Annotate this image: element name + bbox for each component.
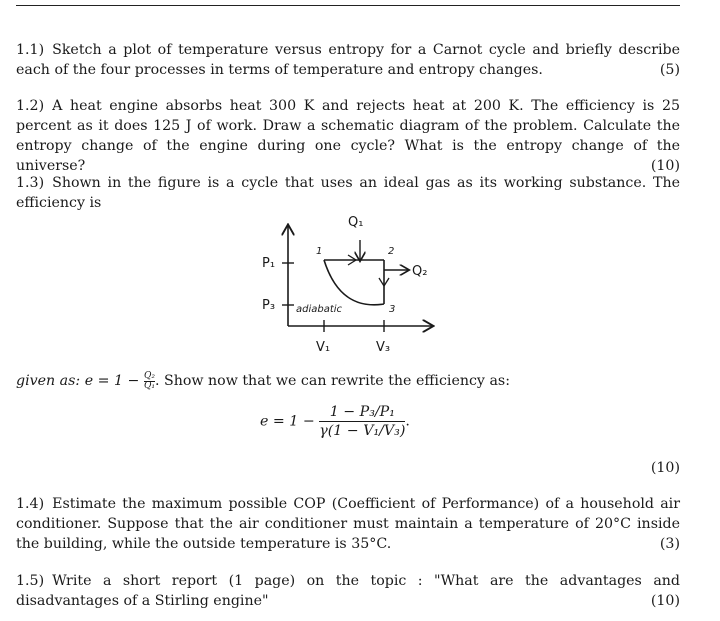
path-3-1-adiabatic [324,260,384,305]
question-text: Shown in the figure is a cycle that uses an ideal gas as its working substance. The efficiency is [16,175,680,211]
question-marks: (10) [650,158,680,174]
question-1-3-given [16,371,680,391]
equation-lhs: e = 1 − [260,413,315,430]
equation-numerator: 1 − P₃/P₁ [319,404,405,422]
q2-label: Q₂ [412,264,428,279]
question-number: 1.5) [16,573,45,589]
question-1-2 [16,96,680,176]
question-marks: (10) [650,460,680,476]
question-number: 1.4) [16,496,45,512]
question-number: 1.2) [16,98,45,114]
question-1-3-marks-line [16,458,680,478]
given-fraction [144,372,155,391]
question-text: Estimate the maximum possible COP (Coefficient of Performance) of a household air conditioner. Suppose that the air conditioner must maintain a temperature of 20°C inside the building, while the outside temperature is 35°C. [16,496,680,552]
question-1-5 [16,571,680,611]
point-3-label: 3 [389,304,396,315]
question-1-1 [16,40,680,80]
p1-label: P₁ [262,256,276,271]
question-number: 1.1) [16,42,45,58]
equation-end: . [405,413,410,430]
point-1-label: 1 [316,246,323,257]
point-2-label: 2 [388,246,395,257]
p3-label: P₃ [262,298,276,313]
question-number: 1.3) [16,175,45,191]
question-marks: (3) [659,536,680,552]
question-1-3-intro [16,173,680,213]
v1-label: V₁ [316,340,331,355]
pv-cycle-figure [240,208,460,358]
top-rule [16,5,680,6]
efficiency-equation [260,404,410,439]
question-text: Write a short report (1 page) on the topic : "What are the advantages and disadvantages of a Stirling engine" [16,573,680,609]
adiabatic-label: adiabatic [296,304,343,315]
equation-denominator: γ(1 − V₁/V₃) [319,423,406,439]
given-fraction-numerator: Q₂ [143,370,155,381]
given-prefix: given as: e = 1 − [16,373,140,389]
question-text: A heat engine absorbs heat 300 K and rejects heat at 200 K. The efficiency is 25 percent as it does 125 J of work. Draw a schematic diagram of the problem. Calculate the entropy change of the engine during one cycle? What is the entropy change of the universe? [16,98,680,174]
given-fraction-denominator: Q₁ [143,380,155,391]
equation-fraction [319,404,405,439]
question-1-4 [16,494,680,554]
question-marks: (10) [650,593,680,609]
given-suffix: . Show now that we can rewrite the efficiency as: [154,373,510,389]
q1-label: Q₁ [348,215,364,230]
question-marks: (5) [659,62,680,78]
question-text: Sketch a plot of temperature versus entropy for a Carnot cycle and briefly describe each of the four processes in terms of temperature and entropy changes. [16,42,680,78]
v3-label: V₃ [376,340,391,355]
